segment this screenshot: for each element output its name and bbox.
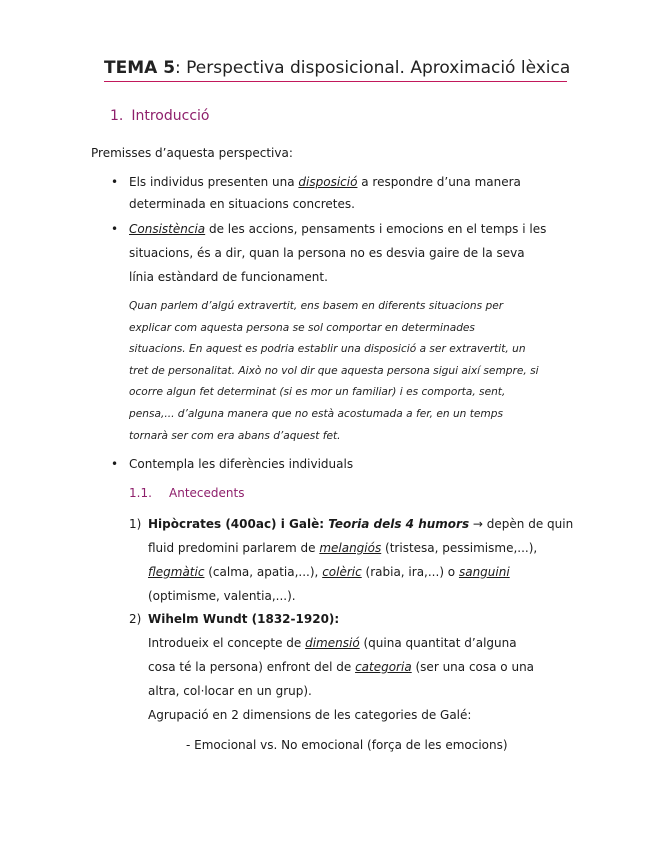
quote-line: tret de personalitat. Això no vol dir que aquesta persona sigui així sempre, si	[129, 364, 539, 377]
term-disposicio: disposició	[298, 175, 358, 189]
bullet2-line1-post: de les accions, pensaments i emocions en el temps i les	[205, 222, 547, 236]
item1-line3-a: (calma, apatia,...),	[204, 565, 323, 579]
quote-line: pensa,... d’alguna manera que no està acostumada a fer, en un temps	[129, 407, 503, 420]
quote-line: situacions. En aquest es podria establir una disposició a ser extravertit, un	[129, 343, 526, 356]
bullet-icon: •	[111, 222, 119, 236]
item1-bold: Hipòcrates (400ac) i Galè:	[148, 517, 329, 531]
section-label: Introducció	[131, 108, 210, 124]
item2-line2	[148, 632, 517, 654]
section-heading-introduccio	[110, 108, 209, 124]
item1-line1	[148, 513, 573, 535]
item2-bold: Wihelm Wundt (1832-1920):	[148, 612, 340, 626]
bullet1-post: a respondre d’una manera	[357, 175, 521, 189]
item1-line2-post: (tristesa, pessimisme,...),	[381, 541, 538, 555]
item2-line6: - Emocional vs. No emocional (força de les emocions)	[186, 738, 508, 752]
title-rest: : Perspectiva disposicional. Aproximació lèxica	[175, 58, 571, 78]
item1-line4: (optimisme, valentia,...).	[148, 589, 296, 603]
term-flegmatic: flegmàtic	[148, 565, 205, 579]
item2-line2-post: (quina quantitat d’alguna	[359, 636, 517, 650]
term-melangios: melangiós	[319, 541, 382, 555]
item1-line3-b: (rabia, ira,...) o	[361, 565, 459, 579]
list-number: 1)	[129, 517, 142, 531]
term-dimensio: dimensió	[305, 636, 360, 650]
item2-line4: altra, col·locar en un grup).	[148, 684, 312, 698]
subsection-label: Antecedents	[169, 486, 245, 500]
item2-line3-post: (ser una cosa o una	[411, 660, 535, 674]
item2-line3-pre: cosa té la persona) enfront del de	[148, 660, 356, 674]
title-bold: TEMA 5	[104, 58, 176, 78]
term-consistencia: Consistència	[129, 222, 206, 236]
bullet2-line1	[129, 218, 546, 240]
item1-bold-italic: Teoria dels 4 humors	[328, 517, 470, 531]
quote-line: explicar com aquesta persona se sol comportar en determinades	[129, 321, 475, 334]
subsection-heading-antecedents	[129, 486, 244, 500]
quote-line: ocorre algun fet determinat (si es mor un familiar) i es comporta, sent,	[129, 386, 506, 399]
quote-line: Quan parlem d’algú extravertit, ens basem en diferents situacions per	[129, 300, 504, 312]
bullet3-text: Contempla les diferències individuals	[129, 457, 354, 471]
term-categoria: categoria	[355, 660, 412, 674]
example-quote	[129, 296, 569, 447]
item2-line3	[148, 656, 534, 678]
arrow-icon: →	[469, 517, 487, 531]
bullet1-line2: determinada en situacions concretes.	[129, 197, 355, 211]
intro-paragraph: Premisses d’aquesta perspectiva:	[91, 146, 293, 160]
item2-line2-pre: Introdueix el concepte de	[148, 636, 306, 650]
item1-line2-pre: fluid predomini parlarem de	[148, 541, 320, 555]
term-sanguini: sanguini	[458, 565, 510, 579]
list-number: 2)	[129, 612, 142, 626]
bullet2-line2: situacions, és a dir, quan la persona no es desvia gaire de la seva	[129, 246, 525, 260]
bullet1-line1	[129, 171, 521, 193]
bullet2-line3: línia estàndard de funcionament.	[129, 270, 328, 284]
bullet1-pre: Els individus presenten una	[129, 175, 299, 189]
item1-line1-post: depèn de quin	[486, 517, 574, 531]
section-number: 1.	[110, 108, 124, 124]
quote-line: tornarà ser com era abans d’aquest fet.	[129, 429, 341, 442]
item1-line2	[148, 537, 537, 559]
item1-line3	[148, 561, 510, 583]
bullet-icon: •	[111, 175, 119, 189]
term-coleric: colèric	[322, 565, 362, 579]
page-title	[104, 58, 570, 78]
item2-line1	[148, 608, 339, 630]
title-underline-rule	[104, 81, 567, 82]
item2-line5: Agrupació en 2 dimensions de les categories de Galé:	[148, 708, 472, 722]
bullet-icon: •	[111, 457, 119, 471]
subsection-number: 1.1.	[129, 486, 152, 500]
